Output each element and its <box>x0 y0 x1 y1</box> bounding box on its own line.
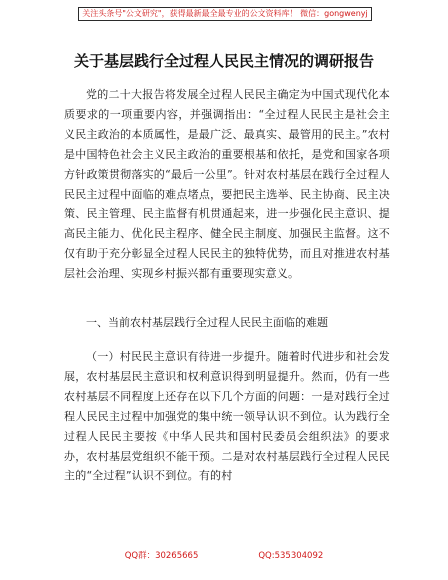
qq-text: QQ:535304092 <box>258 551 324 561</box>
intro-paragraph: 党的二十大报告将发展全过程人民民主确定为中国式现代化本质要求的一项重要内容，并强调指出：“全过程人民民主是社会主义民主政治的本质属性，是最广泛、最真实、最管用的民主。”农村是中国特色社会主义民主政治的重要根基和依托，是党和国家各项方针政策贯彻落实的“最后一公里”。针对农村基层在践行全过程人民民主过程中面临的难点堵点，要把民主选举、民主协商、民主决策、民主管理、民主监督有机贯通起来，进一步强化民主意识、提高民主能力、优化民主程序、健全民主制度、加强民主监督。这不仅有助于充分彰显全过程人民民主的独特优势，而且对推进农村基层社会治理、实现乡村振兴都有重要现实意义。 <box>64 88 390 281</box>
contact-footer <box>0 550 448 562</box>
body-paragraph: （一）村民民主意识有待进一步提升。随着时代进步和社会发展，农村基层民主意识和权利意识得到明显提升。然而，仍有一些农村基层不同程度上还存在以下几个方面的问题：一是对践行全过程人民民主过程中加强党的集中统一领导认识不到位。认为践行全过程人民民主要按《中华人民共和国村民委员会组织法》的要求办，农村基层党组织不能干预。二是对农村基层践行全过程人民民主的“全过程”认识不到位。有的村 <box>64 350 390 483</box>
section-heading: 一、当前农村基层践行全过程人民民主面临的难题 <box>86 316 328 329</box>
promo-banner: 关注头条号"公文研究"，获得最新最全最专业的公文资料库！ 微信：gongwenyj <box>78 7 372 21</box>
qq-group-text: QQ群：30265665 <box>124 551 199 561</box>
document-title: 关于基层践行全过程人民民主情况的调研报告 <box>73 52 374 70</box>
